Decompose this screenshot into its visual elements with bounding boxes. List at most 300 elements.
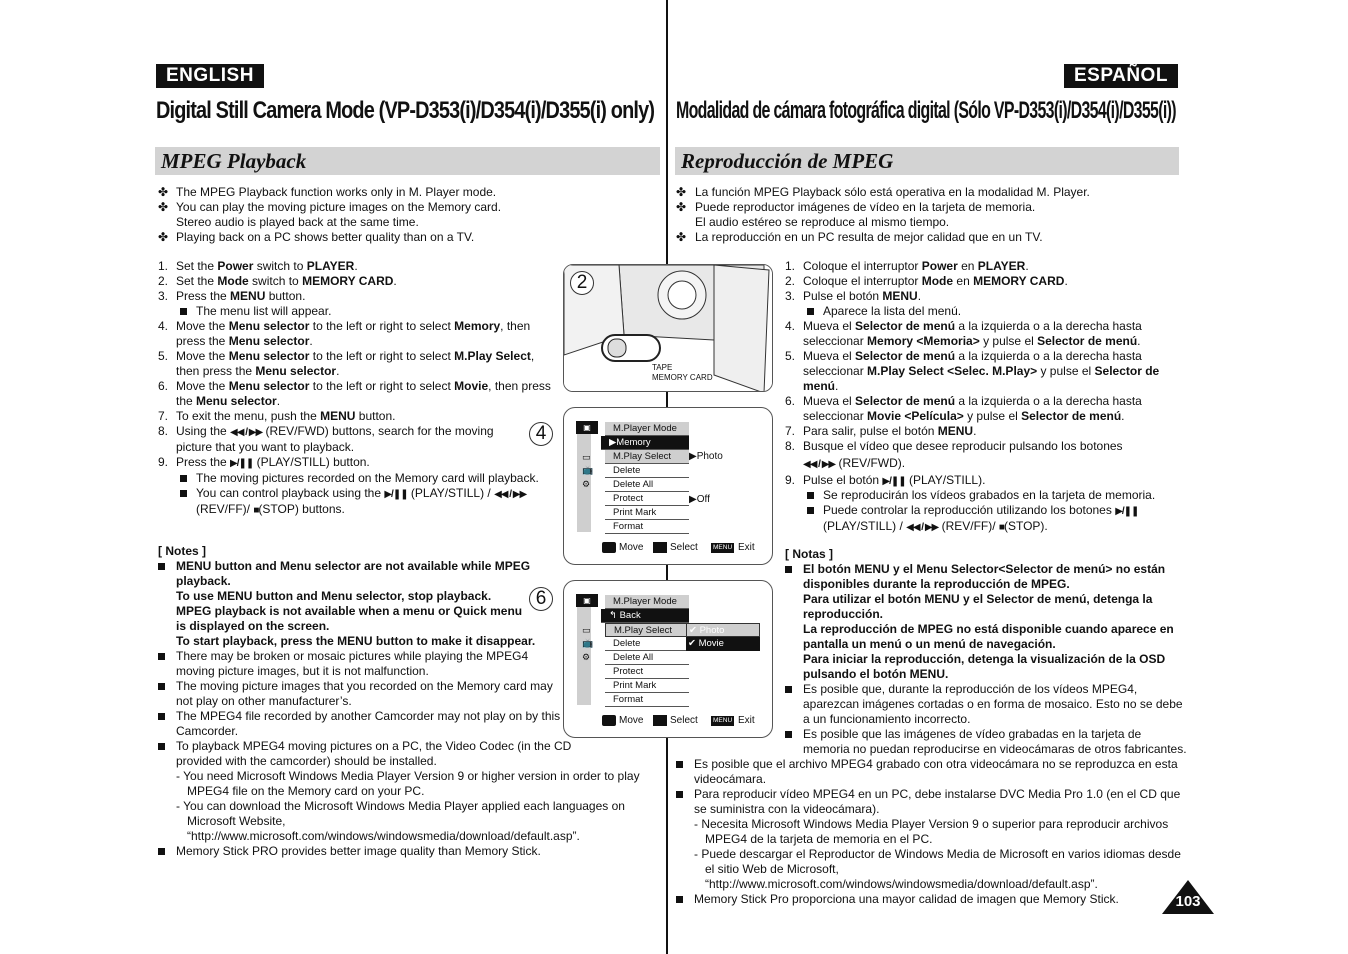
menu-item: Delete All bbox=[605, 478, 689, 492]
control-button-icon: ◀◀ / ▶▶ bbox=[803, 459, 836, 470]
step-text: . bbox=[1064, 274, 1068, 288]
step-text: Coloque el interruptor bbox=[803, 259, 922, 273]
square-bullet-icon bbox=[785, 686, 792, 693]
note-text: reproducción. bbox=[803, 607, 884, 621]
step-text: . bbox=[1025, 259, 1029, 273]
step-number: 9. bbox=[158, 455, 169, 469]
step-bold-text: Selector de menú bbox=[855, 394, 956, 408]
step-line bbox=[785, 379, 1175, 394]
step-bold-text: Selector de bbox=[1094, 364, 1160, 378]
step-number: 6. bbox=[785, 394, 796, 408]
step-text: . bbox=[835, 379, 839, 393]
steps-english bbox=[158, 259, 558, 518]
step-line bbox=[158, 394, 558, 409]
note-text: MENU button and Menu selector are not available while MPEG bbox=[176, 559, 531, 573]
step-line bbox=[158, 486, 558, 502]
note-text: MPEG4 file on the Memory card on your PC. bbox=[187, 784, 425, 798]
notes-title-spanish: [ Notas ] bbox=[785, 547, 833, 561]
note-text: To playback MPEG4 moving pictures on a PC, the Video Codec (in the CD bbox=[176, 739, 572, 753]
square-bullet-icon bbox=[676, 761, 683, 768]
step-text: , bbox=[530, 349, 535, 363]
step-text: to the left or right to select bbox=[309, 349, 455, 363]
note-text: provided with the camcorder) should be installed. bbox=[176, 754, 437, 768]
note-text: pulsando el botón MENU. bbox=[803, 667, 949, 681]
step-text: Press the bbox=[176, 289, 231, 303]
note-text: moving picture images, but it is not malfunction. bbox=[176, 664, 429, 678]
move-icon bbox=[602, 715, 616, 726]
step-bold-text: M.Play Select bbox=[454, 349, 531, 363]
note-text: Para reproducir vídeo MPEG4 en un PC, debe instalarse DVC Media Pro 1.0 (en el CD que bbox=[694, 787, 1181, 801]
note-line bbox=[676, 847, 1181, 862]
note-text: se suministra con la videocámara). bbox=[694, 802, 880, 816]
step-text: seleccionar bbox=[803, 409, 868, 423]
step-text: to the left or right to select bbox=[309, 379, 455, 393]
intro-spanish bbox=[676, 185, 1176, 245]
note-text: Microsoft Website, bbox=[187, 814, 286, 828]
square-bullet-icon bbox=[807, 507, 814, 514]
menu-item: M.Player Mode bbox=[605, 595, 689, 609]
note-text: pantalla un menú o un menú de navegación. bbox=[803, 637, 1056, 651]
step-text: Set the bbox=[176, 259, 218, 273]
cross-bullet-icon: ✤ bbox=[676, 200, 687, 214]
step-number: 5. bbox=[158, 349, 169, 363]
intro-english bbox=[158, 185, 658, 245]
step-number-badge: 2 bbox=[570, 271, 594, 295]
menu-screen-step4 bbox=[563, 407, 773, 565]
step-text: , then bbox=[500, 319, 531, 333]
step-text: (PLAY/STILL) / bbox=[407, 486, 495, 500]
step-line bbox=[158, 319, 558, 334]
step-bold-text: Mode bbox=[217, 274, 249, 288]
step-bold-text: Movie <Película> bbox=[867, 409, 964, 423]
submenu-item: ✔ Photo bbox=[686, 623, 760, 637]
step-text: . bbox=[1121, 409, 1125, 423]
note-line bbox=[158, 829, 658, 844]
menu-item-selected: ▶Memory bbox=[601, 436, 689, 450]
note-line bbox=[676, 772, 1176, 787]
note-line bbox=[676, 892, 1176, 907]
note-text: Es posible que el archivo MPEG4 grabado con otra videocámara no se reproduzca en esta bbox=[694, 757, 1178, 771]
step-text: Aparece la lista del menú. bbox=[823, 304, 962, 318]
square-bullet-icon bbox=[158, 743, 165, 750]
step-number: 4. bbox=[158, 319, 169, 333]
note-text: MPEG playback is not available when a menu or Quick menu bbox=[176, 604, 523, 618]
menu-item: M.Play Select bbox=[605, 623, 689, 637]
step-text: , then press bbox=[488, 379, 551, 393]
control-button-icon: ■ bbox=[253, 505, 259, 516]
battery-icon: ▭ bbox=[582, 625, 591, 635]
step-bold-text: Movie bbox=[454, 379, 489, 393]
step-text: . bbox=[309, 334, 313, 348]
note-text: not play on other manufacturer’s. bbox=[176, 694, 352, 708]
note-line bbox=[676, 742, 1187, 757]
step-line bbox=[785, 473, 1175, 488]
step-bold-text: Selector de menú bbox=[1021, 409, 1122, 423]
footer-exit: Exit bbox=[738, 715, 755, 726]
step-line bbox=[785, 519, 1175, 535]
step-number: 5. bbox=[785, 349, 796, 363]
step-number: 3. bbox=[158, 289, 169, 303]
step-text: seleccionar bbox=[803, 334, 868, 348]
step-line bbox=[158, 334, 558, 349]
step-text: . bbox=[393, 274, 397, 288]
square-bullet-icon bbox=[158, 563, 165, 570]
step-bold-text: Selector de menú bbox=[855, 349, 956, 363]
step-line bbox=[785, 349, 1175, 364]
step-line bbox=[158, 304, 558, 319]
step-number: 3. bbox=[785, 289, 796, 303]
step-text: . bbox=[354, 259, 358, 273]
move-icon bbox=[602, 542, 616, 553]
step-bold-text: MEMORY CARD bbox=[302, 274, 394, 288]
square-bullet-icon bbox=[158, 848, 165, 855]
menu-item-back: ↰ Back bbox=[601, 609, 689, 623]
tv-icon: 📺 bbox=[582, 465, 594, 475]
step-number: 8. bbox=[158, 424, 169, 438]
battery-icon: ▭ bbox=[582, 452, 591, 462]
square-bullet-icon bbox=[807, 308, 814, 315]
step-text: Mueva el bbox=[803, 394, 856, 408]
submenu-item-selected: ✔ Movie bbox=[686, 637, 760, 651]
step-line bbox=[158, 274, 558, 289]
step-line bbox=[158, 409, 558, 424]
step-line bbox=[785, 454, 1175, 473]
step-text: Press the bbox=[176, 455, 231, 469]
step-text: You can control playback using the bbox=[196, 486, 385, 500]
note-text: There may be broken or mosaic pictures while playing the MPEG4 bbox=[176, 649, 529, 663]
step-bold-text: Memory <Memoria> bbox=[867, 334, 980, 348]
control-button-icon: ◀◀ / ▶▶ bbox=[230, 427, 263, 438]
step-bold-text: Menu selector bbox=[228, 379, 310, 393]
step-line bbox=[158, 289, 558, 304]
footer-select: Select bbox=[670, 542, 698, 553]
menu-item: M.Player Mode bbox=[605, 422, 689, 436]
note-line bbox=[158, 739, 658, 754]
step-text: y pulse el bbox=[979, 334, 1038, 348]
step-text: then press the bbox=[176, 364, 256, 378]
step-line bbox=[785, 334, 1175, 349]
english-tag: ENGLISH bbox=[156, 64, 264, 88]
note-text: playback. bbox=[176, 574, 231, 588]
control-button-icon: ■ bbox=[998, 522, 1004, 533]
note-text: The MPEG4 file recorded by another Camcorder may not play on by this bbox=[176, 709, 561, 723]
step-text: (REV/FF)/ bbox=[196, 502, 254, 516]
section-bar-english bbox=[155, 147, 660, 175]
note-text: - Puede descargar el Reproductor de Windows Media de Microsoft en varios idiomas desde bbox=[694, 847, 1181, 861]
memory-card-icon: ▣ bbox=[576, 421, 598, 434]
step-line bbox=[158, 364, 558, 379]
step-bold-text: MENU bbox=[230, 289, 266, 303]
square-bullet-icon bbox=[676, 791, 683, 798]
step-number: 4. bbox=[785, 319, 796, 333]
note-line bbox=[158, 784, 658, 799]
menu-icon-column bbox=[577, 595, 594, 705]
note-line bbox=[158, 844, 658, 859]
step-bold-text: Menu selector bbox=[196, 394, 277, 408]
step-text: . bbox=[276, 394, 281, 408]
menu-item: Print Mark bbox=[605, 679, 689, 693]
gear-icon: ⚙ bbox=[582, 652, 591, 662]
step-bold-text: Mode bbox=[921, 274, 954, 288]
step-text: Puede controlar la reproducción utilizando los botones bbox=[823, 503, 1116, 517]
note-text: Para utilizar el botón MENU y el Selector de menú, detenga la bbox=[803, 592, 1153, 606]
step-text: Pulse el botón bbox=[803, 289, 883, 303]
step-line bbox=[785, 364, 1175, 379]
step-line bbox=[785, 304, 1175, 319]
note-line bbox=[158, 769, 658, 784]
step-line bbox=[158, 440, 558, 455]
step-bold-text: MEMORY CARD bbox=[973, 274, 1065, 288]
note-text: Memory Stick PRO provides better image quality than Memory Stick. bbox=[176, 844, 541, 858]
step-number: 7. bbox=[785, 424, 796, 438]
step-text: en bbox=[953, 274, 974, 288]
note-text: a un funcionamiento incorrecto. bbox=[803, 712, 971, 726]
control-button-icon: ▶/❚❚ bbox=[1115, 506, 1139, 517]
step-line bbox=[785, 319, 1175, 334]
note-line bbox=[676, 802, 1176, 817]
note-text: Es posible que las imágenes de vídeo grabadas en la tarjeta de bbox=[803, 727, 1142, 741]
step-line bbox=[158, 502, 558, 518]
footer-move: Move bbox=[619, 542, 644, 553]
step-bold-text: Memory bbox=[454, 319, 501, 333]
step-text: button. bbox=[265, 289, 306, 303]
step-line bbox=[158, 424, 558, 440]
step-text: Move the bbox=[176, 379, 229, 393]
note-line bbox=[158, 799, 658, 814]
step-text: . bbox=[1137, 334, 1141, 348]
step-text: Move the bbox=[176, 349, 229, 363]
step-text: Mueva el bbox=[803, 319, 856, 333]
camera-switch-figure bbox=[563, 264, 773, 392]
step-bold-text: Selector de menú bbox=[855, 319, 956, 333]
note-text: disponibles durante la reproducción de MPEG. bbox=[803, 577, 1070, 591]
note-line bbox=[676, 787, 1181, 802]
menu-item: Delete All bbox=[605, 651, 689, 665]
step-text: Using the bbox=[176, 424, 231, 438]
step-text: switch to bbox=[248, 274, 303, 288]
section-bar-spanish bbox=[675, 147, 1179, 175]
cross-bullet-icon: ✤ bbox=[158, 200, 169, 214]
footer-move: Move bbox=[619, 715, 644, 726]
step-line bbox=[785, 488, 1175, 503]
menu-item: Delete bbox=[605, 464, 689, 478]
step-bold-text: Menu selector bbox=[228, 334, 310, 348]
page-title-english: Digital Still Camera Mode (VP-D353(i)/D354(i)/D355(i) only) bbox=[156, 97, 655, 124]
intro-item: El audio estéreo se reproduce al mismo tiempo. bbox=[695, 215, 950, 229]
control-button-icon: ▶/❚❚ bbox=[882, 476, 906, 487]
step-bold-text: M.Play Select <Selec. M.Play> bbox=[867, 364, 1038, 378]
cross-bullet-icon: ✤ bbox=[158, 230, 169, 244]
note-line bbox=[158, 754, 658, 769]
step-line bbox=[158, 471, 558, 486]
step-line bbox=[158, 379, 558, 394]
menu-key-icon: MENU bbox=[713, 544, 733, 551]
cross-bullet-icon: ✤ bbox=[158, 185, 169, 199]
step-text: press the bbox=[176, 334, 229, 348]
step-text: The moving pictures recorded on the Memory card will playback. bbox=[196, 471, 539, 485]
note-line bbox=[676, 862, 1176, 877]
note-line bbox=[676, 817, 1176, 832]
step-number: 7. bbox=[158, 409, 169, 423]
step-bold-text: MENU bbox=[937, 424, 974, 438]
step-bold-text: Menu selector bbox=[228, 319, 310, 333]
step-line bbox=[785, 274, 1175, 289]
note-text: MPEG4 de la tarjeta de memoria en el PC. bbox=[705, 832, 933, 846]
gear-icon: ⚙ bbox=[582, 479, 591, 489]
switch-label-memory: MEMORY CARD bbox=[652, 373, 713, 382]
tv-icon: 📺 bbox=[582, 638, 594, 648]
step-line bbox=[158, 455, 558, 471]
square-bullet-icon bbox=[180, 308, 187, 315]
step-text: Set the bbox=[176, 274, 218, 288]
note-text: Camcorder. bbox=[176, 724, 239, 738]
note-text: Para iniciar la reproducción, detenga la visualización de la OSD bbox=[803, 652, 1166, 666]
step-text: Mueva el bbox=[803, 349, 856, 363]
page-number: 103 bbox=[1175, 893, 1201, 910]
step-text: switch to bbox=[253, 259, 307, 273]
menu-item: Delete bbox=[605, 637, 689, 651]
note-text: aparezcan imágenes cortadas o en forma de mosaico. Esto no se debe bbox=[803, 697, 1183, 711]
step-text: to the left or right to select bbox=[309, 319, 455, 333]
step-text: Se reproducirán los vídeos grabados en la tarjeta de memoria. bbox=[823, 488, 1156, 502]
note-text: Memory Stick Pro proporciona una mayor calidad de imagen que Memory Stick. bbox=[694, 892, 1119, 906]
step-text: a la izquierda o a la derecha hasta bbox=[955, 394, 1142, 408]
step-text: Move the bbox=[176, 319, 229, 333]
note-text: - You can download the Microsoft Windows Media Player applied each languages on bbox=[176, 799, 625, 813]
note-line bbox=[676, 832, 1176, 847]
section-title-english: MPEG Playback bbox=[161, 149, 307, 173]
steps-spanish bbox=[785, 259, 1175, 535]
step-text: (REV/FF)/ bbox=[938, 519, 999, 533]
square-bullet-icon bbox=[158, 653, 165, 660]
step-text: (PLAY/STILL). bbox=[905, 473, 986, 487]
menu-icon-column bbox=[577, 422, 594, 532]
step-bold-text: PLAYER bbox=[977, 259, 1026, 273]
step-text: To exit the menu, push the bbox=[176, 409, 321, 423]
submenu-value: ▶Off bbox=[689, 494, 710, 505]
step-text: a la izquierda o a la derecha hasta bbox=[955, 349, 1142, 363]
control-button-icon: ▶/❚❚ bbox=[230, 458, 254, 469]
square-bullet-icon bbox=[676, 896, 683, 903]
step-bold-text: menú bbox=[803, 379, 836, 393]
step-number: 2. bbox=[785, 274, 796, 288]
step-bold-text: Selector de menú bbox=[1037, 334, 1138, 348]
step-bold-text: Power bbox=[217, 259, 254, 273]
step-text: y pulse el bbox=[1037, 364, 1095, 378]
square-bullet-icon bbox=[785, 731, 792, 738]
step-number-badge: 6 bbox=[529, 587, 553, 611]
menu-item: Format bbox=[605, 520, 689, 534]
step-text: (REV/FWD) buttons, search for the moving bbox=[262, 424, 494, 438]
step-bold-text: Menu selector bbox=[255, 364, 337, 378]
step-text: button. bbox=[355, 409, 396, 423]
step-line bbox=[158, 349, 558, 364]
note-text: El botón MENU y el Menu Selector<Selector de menú> no están bbox=[803, 562, 1166, 576]
step-line bbox=[785, 439, 1175, 454]
intro-item: ✤ Puede reproductor imágenes de vídeo en la tarjeta de memoria. bbox=[676, 200, 1036, 214]
step-text: . bbox=[917, 289, 922, 303]
step-text: Busque el vídeo que desee reproducir pulsando los botones bbox=[803, 439, 1123, 453]
note-text: is displayed on the screen. bbox=[176, 619, 330, 633]
menu-item: Format bbox=[605, 693, 689, 707]
step-text: (REV/FWD). bbox=[835, 456, 906, 470]
step-line bbox=[785, 424, 1175, 439]
step-text: picture that you want to playback. bbox=[176, 440, 355, 454]
memory-card-icon: ▣ bbox=[576, 594, 598, 607]
spanish-tag: ESPAÑOL bbox=[1064, 64, 1178, 88]
note-text: el sitio Web de Microsoft, bbox=[705, 862, 839, 876]
note-text: The moving picture images that you recorded on the Memory card may bbox=[176, 679, 553, 693]
submenu-value: ▶Photo bbox=[689, 451, 723, 462]
square-bullet-icon bbox=[807, 492, 814, 499]
menu-screen-step6 bbox=[563, 580, 773, 738]
step-number: 6. bbox=[158, 379, 169, 393]
step-text: . bbox=[973, 424, 977, 438]
control-button-icon: ◀◀ / ▶▶ bbox=[494, 489, 527, 500]
step-line bbox=[785, 503, 1175, 519]
control-button-icon: ◀◀ / ▶▶ bbox=[906, 522, 939, 533]
note-text: To start playback, press the MENU button to make it disappear. bbox=[176, 634, 536, 648]
select-icon bbox=[653, 542, 667, 553]
intro-item: ✤ La función MPEG Playback sólo está operativa en la modalidad M. Player. bbox=[676, 185, 1090, 199]
cross-bullet-icon: ✤ bbox=[676, 230, 687, 244]
step-number: 1. bbox=[785, 259, 796, 273]
menu-item: Protect bbox=[605, 492, 689, 506]
step-number: 8. bbox=[785, 439, 796, 453]
menu-item: M.Play Select bbox=[605, 450, 689, 464]
step-line bbox=[785, 289, 1175, 304]
intro-item: ✤ Playing back on a PC shows better quality than on a TV. bbox=[158, 230, 475, 244]
note-text: - You need Microsoft Windows Media Player Version 9 or higher version in order to play bbox=[176, 769, 640, 783]
intro-item: ✤ You can play the moving picture images on the Memory card. bbox=[158, 200, 502, 214]
section-title-spanish: Reproducción de MPEG bbox=[681, 149, 894, 173]
note-text: videocámara. bbox=[694, 772, 767, 786]
step-text: Para salir, pulse el botón bbox=[803, 424, 938, 438]
select-icon bbox=[653, 715, 667, 726]
square-bullet-icon bbox=[180, 490, 187, 497]
step-text: (PLAY/STILL) button. bbox=[253, 455, 370, 469]
note-text: “http://www.microsoft.com/windows/windowsmedia/download/default.asp”. bbox=[705, 877, 1098, 891]
step-line bbox=[785, 394, 1175, 409]
step-number: 9. bbox=[785, 473, 796, 487]
note-text: - Necesita Microsoft Windows Media Player Version 9 o superior para reproducir archivos bbox=[694, 817, 1169, 831]
step-text: . bbox=[336, 364, 340, 378]
step-number-badge: 4 bbox=[529, 422, 553, 446]
note-text: Es posible que, durante la reproducción de los vídeos MPEG4, bbox=[803, 682, 1138, 696]
menu-key-icon: MENU bbox=[713, 717, 733, 724]
menu-item: Print Mark bbox=[605, 506, 689, 520]
cross-bullet-icon: ✤ bbox=[676, 185, 687, 199]
intro-item: Stereo audio is played back at the same time. bbox=[176, 215, 419, 229]
square-bullet-icon bbox=[180, 475, 187, 482]
step-bold-text: Power bbox=[921, 259, 958, 273]
step-text: Pulse el botón bbox=[803, 473, 883, 487]
footer-select: Select bbox=[670, 715, 698, 726]
page-number-badge bbox=[1162, 880, 1214, 914]
note-line bbox=[676, 757, 1176, 772]
footer-exit: Exit bbox=[738, 542, 755, 553]
square-bullet-icon bbox=[158, 713, 165, 720]
square-bullet-icon bbox=[785, 566, 792, 573]
step-text: the bbox=[176, 394, 197, 408]
step-text: The menu list will appear. bbox=[196, 304, 332, 318]
intro-item: ✤ La reproducción en un PC resulta de mejor calidad que en un TV. bbox=[676, 230, 1043, 244]
step-text: seleccionar bbox=[803, 364, 868, 378]
step-text: Coloque el interruptor bbox=[803, 274, 922, 288]
page-title-spanish: Modalidad de cámara fotográfica digital (Sólo VP-D353(i)/D354(i)/D355(i)) bbox=[676, 97, 1176, 124]
step-line bbox=[785, 259, 1175, 274]
step-line bbox=[785, 409, 1175, 424]
